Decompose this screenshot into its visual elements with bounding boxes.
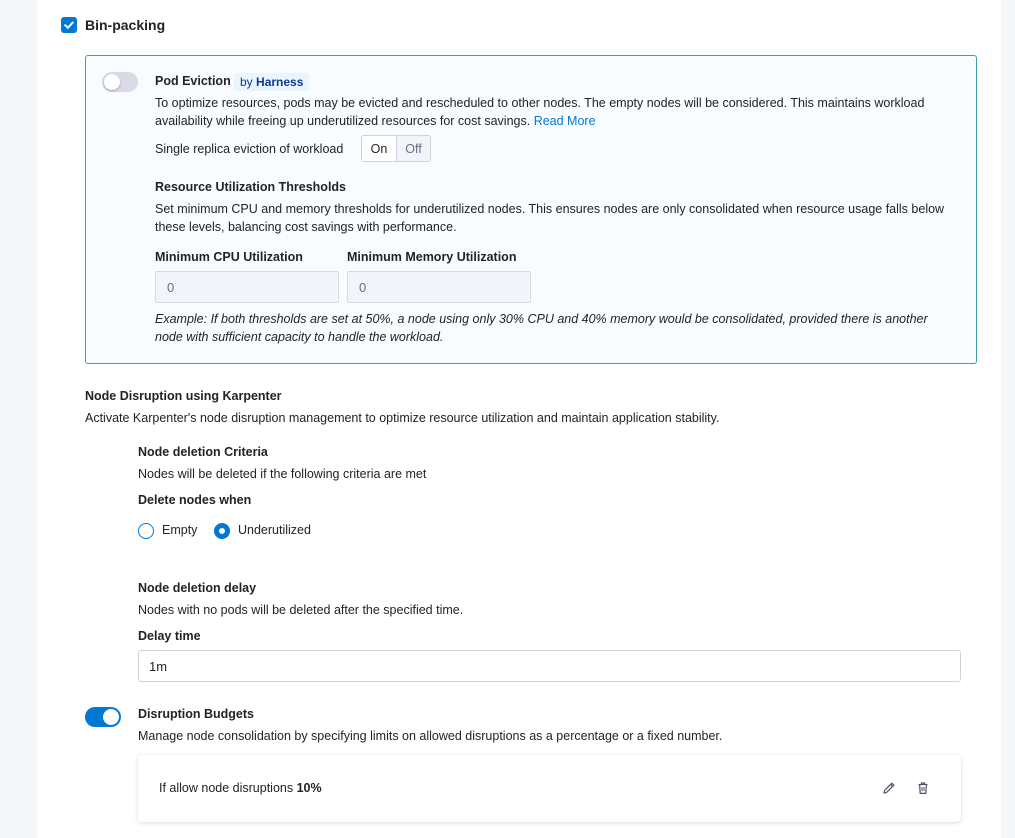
segment-off[interactable]: Off <box>396 136 430 161</box>
memory-input[interactable]: 0 <box>347 271 531 303</box>
cpu-label: Minimum CPU Utilization <box>155 250 303 264</box>
pod-eviction-description: To optimize resources, pods may be evicted and rescheduled to other nodes. The empty nodes will be considered. This maintains workload availability while freeing up underutilized resources for cost savings. Read More <box>155 96 925 128</box>
segment-on[interactable]: On <box>362 136 396 161</box>
harness-badge: by Harness <box>234 73 309 91</box>
delay-description: Nodes with no pods will be deleted after the specified time. <box>138 603 464 617</box>
budgets-description: Manage node consolidation by specifying limits on allowed disruptions as a percentage or a fixed number. <box>138 729 723 743</box>
thresholds-example: Example: If both thresholds are set at 50%, a node using only 30% CPU and 40% memory would be consolidated, provided there is another node with sufficient capacity to handle the workload. <box>155 312 928 344</box>
radio-underutilized-label: Underutilized <box>238 523 311 537</box>
thresholds-title: Resource Utilization Thresholds <box>155 180 347 194</box>
criteria-title: Node deletion Criteria <box>138 445 268 459</box>
karpenter-description: Activate Karpenter's node disruption management to optimize resource utilization and maintain application stability. <box>85 411 720 425</box>
pod-eviction-title: Pod Eviction <box>155 74 231 88</box>
budget-rule-value: 10% <box>296 781 322 795</box>
edit-icon[interactable] <box>881 780 897 796</box>
single-replica-label: Single replica eviction of workload <box>155 142 344 156</box>
cpu-input[interactable]: 0 <box>155 271 339 303</box>
delete-when-label: Delete nodes when <box>138 493 252 507</box>
delay-title: Node deletion delay <box>138 581 257 595</box>
radio-empty[interactable] <box>138 523 154 539</box>
disruption-budgets-toggle[interactable] <box>85 707 121 727</box>
budget-rule: If allow node disruptions 10% <box>159 781 322 795</box>
radio-empty-label: Empty <box>162 523 198 537</box>
memory-label: Minimum Memory Utilization <box>347 250 517 264</box>
check-icon <box>63 19 75 31</box>
pod-eviction-toggle[interactable] <box>102 72 138 92</box>
delay-time-label: Delay time <box>138 629 201 643</box>
binpacking-label: Bin-packing <box>85 17 166 33</box>
read-more-link[interactable]: Read More <box>533 114 596 128</box>
radio-underutilized[interactable] <box>214 523 230 539</box>
single-replica-segment <box>361 135 431 162</box>
delay-time-input[interactable]: 1m <box>138 650 961 682</box>
binpacking-checkbox[interactable] <box>61 17 77 33</box>
thresholds-description: Set minimum CPU and memory thresholds for underutilized nodes. This ensures nodes are only consolidated when resource usage falls below these levels, balancing cost savings with performance. <box>155 202 945 234</box>
budgets-title: Disruption Budgets <box>138 707 254 721</box>
criteria-description: Nodes will be deleted if the following criteria are met <box>138 467 427 481</box>
karpenter-title: Node Disruption using Karpenter <box>85 389 282 403</box>
trash-icon[interactable] <box>915 780 931 796</box>
